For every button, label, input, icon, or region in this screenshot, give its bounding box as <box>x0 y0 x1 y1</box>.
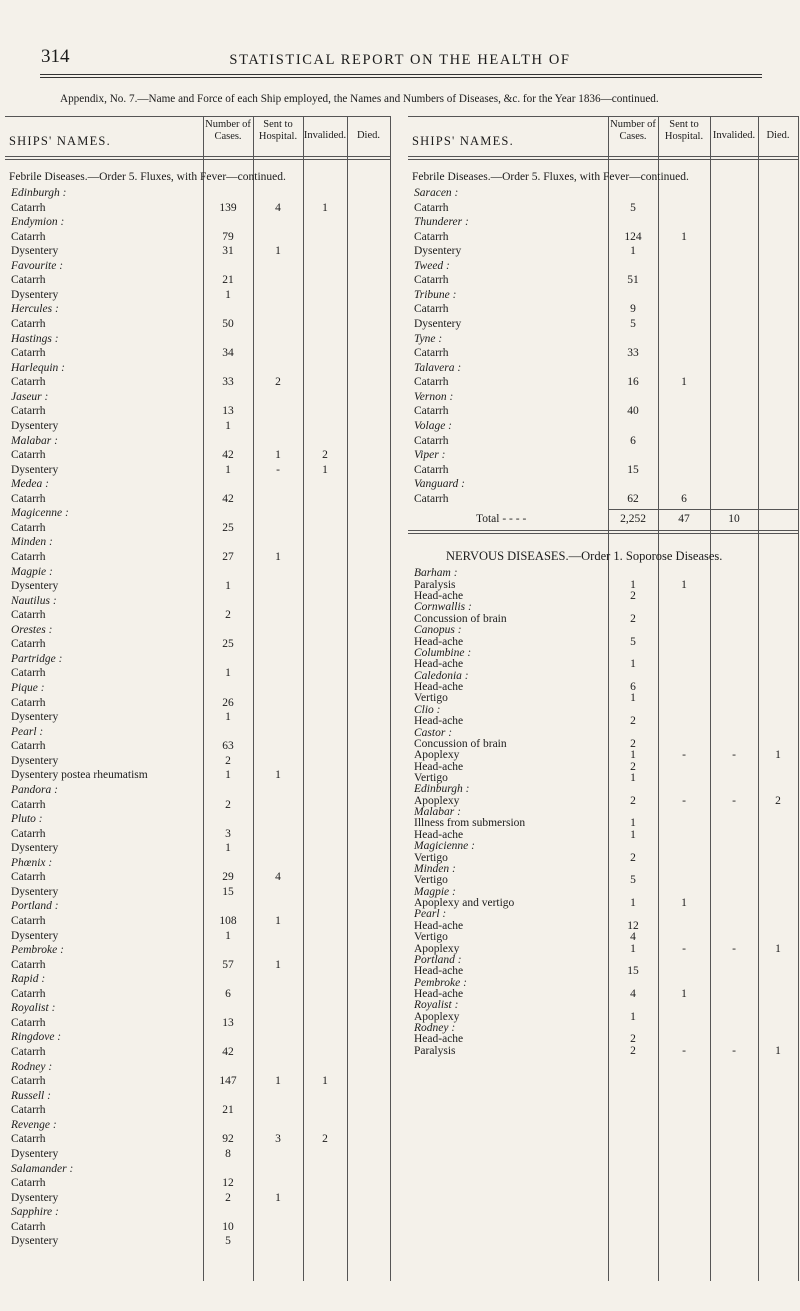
cases-cell: 1 <box>630 658 636 671</box>
died-cell: 1 <box>775 1044 781 1057</box>
disease-cell: Apoplexy and vertigo <box>414 897 515 910</box>
cases-cell: 1 <box>225 288 231 301</box>
header-bottom-rule-2 <box>408 159 798 160</box>
cases-cell: 27 <box>222 551 234 563</box>
disease-cell: Catarrh <box>11 827 46 840</box>
disease-cell: Catarrh <box>11 318 46 331</box>
column-header-ships: SHIPS' NAMES. <box>9 134 111 148</box>
header-top-rule <box>5 116 390 117</box>
cases-cell: 29 <box>222 871 234 884</box>
cases-cell: 5 <box>630 201 636 214</box>
column-rule <box>347 116 348 1281</box>
ship-name: Russell : <box>11 1089 51 1102</box>
cases-cell: 4 <box>630 988 636 1000</box>
cases-cell: 2 <box>630 794 636 807</box>
column-header-died: Died. <box>766 130 790 141</box>
ship-name: Portland : <box>11 900 59 913</box>
cases-cell: 13 <box>222 405 234 418</box>
column-rule <box>658 116 659 1281</box>
disease-cell: Dysentery <box>11 885 59 898</box>
cases-cell: 2,252 <box>620 513 646 526</box>
column-header-hospital: Sent to Hospital. <box>258 119 298 142</box>
ship-name: Malabar : <box>414 806 461 819</box>
invalided-cell: 1 <box>322 463 328 476</box>
ship-name: Hastings : <box>11 332 59 345</box>
hospital-cell: 1 <box>275 551 281 563</box>
hospital-cell: 1 <box>681 230 687 243</box>
hospital-cell: - <box>682 749 686 762</box>
cases-cell: 1 <box>630 828 636 841</box>
invalided-cell: - <box>732 1044 736 1057</box>
disease-cell: Vertigo <box>414 771 448 784</box>
cases-cell: 15 <box>627 463 639 476</box>
hospital-cell: 2 <box>275 376 281 389</box>
cases-cell: 1 <box>630 771 636 784</box>
invalided-cell: - <box>732 794 736 807</box>
ship-name: Pluto : <box>11 813 43 826</box>
cases-cell: 2 <box>630 851 636 864</box>
cases-cell: 6 <box>630 681 636 694</box>
column-rule <box>390 116 391 1281</box>
disease-cell: Catarrh <box>11 958 46 971</box>
disease-cell: Catarrh <box>11 551 46 563</box>
disease-cell: Catarrh <box>414 230 449 243</box>
cases-cell: 2 <box>630 590 636 603</box>
cases-cell: 21 <box>222 274 234 287</box>
header-bottom-rule <box>408 156 798 157</box>
disease-cell: Catarrh <box>414 434 449 447</box>
cases-cell: 51 <box>627 274 639 287</box>
disease-cell: Catarrh <box>11 1016 46 1029</box>
ship-name: Pandora : <box>11 783 58 796</box>
disease-cell: Vertigo <box>414 874 448 887</box>
ship-name: Rodney : <box>414 1022 456 1035</box>
cases-cell: 1 <box>630 692 636 705</box>
hospital-cell: 4 <box>275 871 281 884</box>
disease-cell: Head-ache <box>414 715 464 728</box>
cases-cell: 62 <box>627 492 639 505</box>
ship-name: Edinburgh : <box>414 783 470 796</box>
ship-name: Magpie : <box>414 885 456 898</box>
cases-cell: 9 <box>630 303 636 316</box>
ship-name: Rodney : <box>11 1060 53 1073</box>
ship-name: Portland : <box>414 953 462 966</box>
ship-name: Castor : <box>414 726 453 739</box>
cases-cell: 6 <box>225 987 231 1000</box>
ship-name: Viper : <box>414 449 446 462</box>
ship-name: Columbine : <box>414 646 472 659</box>
disease-cell: Head-ache <box>414 965 464 978</box>
disease-cell: Dysentery <box>11 1235 59 1248</box>
column-header-hospital: Sent to Hospital. <box>664 119 704 142</box>
ship-name: Pembroke : <box>11 944 64 957</box>
column-header-cases: Number of Cases. <box>610 119 656 142</box>
section-heading: Febrile Diseases.—Order 5. Fluxes, with Fever—continued. <box>412 171 689 183</box>
cases-cell: 108 <box>219 915 237 927</box>
cases-cell: 1 <box>225 769 231 782</box>
disease-cell: Catarrh <box>11 1220 46 1233</box>
hospital-cell: 1 <box>275 245 281 258</box>
cases-cell: 1 <box>225 842 231 855</box>
hospital-cell: 1 <box>275 1191 281 1204</box>
disease-cell: Head-ache <box>414 919 464 932</box>
cases-cell: 15 <box>627 965 639 978</box>
disease-cell: Apoplexy <box>414 749 460 762</box>
cases-cell: 42 <box>222 492 234 505</box>
column-rule <box>710 116 711 1281</box>
column-rule <box>253 116 254 1281</box>
total-rule <box>608 509 798 510</box>
ship-name: Tyne : <box>414 332 443 345</box>
disease-cell: Apoplexy <box>414 794 460 807</box>
hospital-cell: - <box>682 794 686 807</box>
cases-cell: 2 <box>630 760 636 773</box>
disease-cell: Catarrh <box>11 347 46 360</box>
disease-cell: Catarrh <box>414 492 449 505</box>
disease-cell: Catarrh <box>11 1177 46 1190</box>
ship-name: Nautilus : <box>11 594 57 607</box>
disease-cell: Head-ache <box>414 590 464 603</box>
cases-cell: 31 <box>222 245 234 258</box>
cases-cell: 5 <box>630 318 636 331</box>
disease-cell: Catarrh <box>414 274 449 287</box>
disease-cell: Dysentery <box>11 711 59 724</box>
ship-name: Rapid : <box>11 973 46 986</box>
disease-cell: Catarrh <box>414 303 449 316</box>
cases-cell: 2 <box>225 1191 231 1204</box>
disease-cell: Dysentery <box>11 929 59 942</box>
disease-cell: Dysentery <box>11 580 59 593</box>
cases-cell: 2 <box>630 612 636 625</box>
column-header-invalided: Invalided. <box>303 130 347 141</box>
ship-name: Minden : <box>11 536 53 549</box>
ship-name: Barham : <box>414 567 458 580</box>
ship-name: Hercules : <box>11 303 59 316</box>
disease-cell: Catarrh <box>11 798 46 811</box>
cases-cell: 63 <box>222 740 234 753</box>
disease-cell: Concussion of brain <box>414 737 507 750</box>
hospital-cell: - <box>682 1044 686 1057</box>
disease-cell: Paralysis <box>414 578 456 591</box>
disease-cell: Dysentery postea rheumatism <box>11 769 148 782</box>
ship-name: Canopus : <box>414 624 462 637</box>
cases-cell: 2 <box>630 1033 636 1046</box>
cases-cell: 139 <box>219 201 237 214</box>
disease-cell: Catarrh <box>11 1104 46 1117</box>
column-header-ships: SHIPS' NAMES. <box>412 134 514 148</box>
ship-name: Vanguard : <box>414 478 466 491</box>
hospital-cell: 1 <box>275 449 281 462</box>
cases-cell: 25 <box>222 638 234 651</box>
died-cell: 1 <box>775 942 781 955</box>
disease-cell: Dysentery <box>11 288 59 301</box>
ship-name: Ringdove : <box>11 1031 62 1044</box>
cases-cell: 79 <box>222 230 234 243</box>
right-table <box>408 116 798 1281</box>
disease-cell: Catarrh <box>414 376 449 389</box>
ship-name: Tribune : <box>414 288 457 301</box>
disease-cell: Catarrh <box>11 492 46 505</box>
cases-cell: 1 <box>225 667 231 680</box>
cases-cell: 10 <box>222 1220 234 1233</box>
column-header-died: Died. <box>356 130 381 141</box>
disease-cell: Head-ache <box>414 1033 464 1046</box>
cases-cell: 40 <box>627 405 639 418</box>
invalided-cell: - <box>732 942 736 955</box>
section-heading: Febrile Diseases.—Order 5. Fluxes, with Fever—continued. <box>9 171 286 183</box>
ship-name: Harlequin : <box>11 361 65 374</box>
column-rule <box>798 116 799 1281</box>
ship-name: Pembroke : <box>414 976 467 989</box>
disease-cell: Dysentery <box>11 754 59 767</box>
ship-name: Revenge : <box>11 1118 57 1131</box>
section-heading-nervous: NERVOUS DISEASES.—Order 1. Soporose Diseases. <box>446 549 723 564</box>
ship-name: Sapphire : <box>11 1206 59 1219</box>
disease-cell: Catarrh <box>11 230 46 243</box>
disease-cell: Catarrh <box>11 405 46 418</box>
disease-cell: Catarrh <box>11 871 46 884</box>
ship-name: Magicenne : <box>11 507 69 520</box>
hospital-cell: 1 <box>275 769 281 782</box>
disease-cell: Head-ache <box>414 828 464 841</box>
column-header-invalided: Invalided. <box>712 130 756 141</box>
ship-name: Clio : <box>414 703 441 716</box>
disease-cell: Catarrh <box>11 1046 46 1059</box>
hospital-cell: 1 <box>681 376 687 389</box>
disease-cell: Catarrh <box>11 1075 46 1088</box>
column-header-cases: Number of Cases. <box>205 119 251 142</box>
cases-cell: 147 <box>219 1075 237 1088</box>
ship-name: Edinburgh : <box>11 187 67 199</box>
ship-name: Orestes : <box>11 623 53 636</box>
disease-cell: Catarrh <box>11 740 46 753</box>
disease-cell: Paralysis <box>414 1044 456 1057</box>
cases-cell: 1 <box>225 419 231 432</box>
disease-cell: Catarrh <box>414 463 449 476</box>
hospital-cell: 6 <box>681 492 687 505</box>
hospital-cell: 1 <box>681 988 687 1000</box>
disease-cell: Head-ache <box>414 760 464 773</box>
cases-cell: 1 <box>225 711 231 724</box>
cases-cell: 124 <box>624 230 642 243</box>
disease-cell: Catarrh <box>11 376 46 389</box>
disease-cell: Dysentery <box>11 463 59 476</box>
ship-name: Vernon : <box>414 390 454 403</box>
ship-name: Saracen : <box>414 187 459 199</box>
disease-cell: Head-ache <box>414 658 464 671</box>
ship-name: Phœnix : <box>11 856 53 869</box>
disease-cell: Apoplexy <box>414 942 460 955</box>
ship-name: Partridge : <box>11 652 63 665</box>
disease-cell: Vertigo <box>414 692 448 705</box>
ship-name: Talavera : <box>414 361 462 374</box>
cases-cell: 4 <box>630 931 636 944</box>
ship-name: Volage : <box>414 419 453 432</box>
disease-cell: Dysentery <box>11 1147 59 1160</box>
ship-name: Malabar : <box>11 434 58 447</box>
total-rule-bottom <box>408 530 798 531</box>
cases-cell: 5 <box>225 1235 231 1248</box>
disease-cell: Vertigo <box>414 851 448 864</box>
page-number: 314 <box>41 46 70 67</box>
cases-cell: 25 <box>222 521 234 534</box>
disease-cell: Dysentery <box>11 1191 59 1204</box>
hospital-cell: 1 <box>681 578 687 591</box>
disease-cell: Catarrh <box>11 449 46 462</box>
header-bottom-rule <box>5 156 390 157</box>
ship-name: Pique : <box>11 682 45 695</box>
cases-cell: 2 <box>630 1044 636 1057</box>
disease-cell: Catarrh <box>11 638 46 651</box>
invalided-cell: 2 <box>322 1133 328 1146</box>
cases-cell: 16 <box>627 376 639 389</box>
invalided-cell: 1 <box>322 1075 328 1088</box>
total-label: Total - - - - <box>476 513 527 526</box>
invalided-cell: 10 <box>728 513 740 526</box>
invalided-cell: 2 <box>322 449 328 462</box>
ship-name: Jaseur : <box>11 390 49 403</box>
disease-cell: Catarrh <box>11 667 46 680</box>
disease-cell: Catarrh <box>11 521 46 534</box>
ship-name: Magicienne : <box>414 840 475 853</box>
header-bottom-rule-2 <box>5 159 390 160</box>
disease-cell: Dysentery <box>414 245 462 258</box>
cases-cell: 2 <box>225 798 231 811</box>
hospital-cell: 1 <box>275 915 281 927</box>
cases-cell: 21 <box>222 1104 234 1117</box>
disease-cell: Dysentery <box>11 842 59 855</box>
disease-cell: Illness from submersion <box>414 817 526 830</box>
cases-cell: 1 <box>225 929 231 942</box>
header-top-rule <box>408 116 798 117</box>
hospital-cell: 47 <box>678 513 690 526</box>
cases-cell: 50 <box>222 318 234 331</box>
disease-cell: Catarrh <box>11 987 46 1000</box>
total-rule-bottom-2 <box>408 533 798 534</box>
cases-cell: 33 <box>627 347 639 360</box>
cases-cell: 42 <box>222 1046 234 1059</box>
disease-cell: Dysentery <box>11 419 59 432</box>
disease-cell: Catarrh <box>414 347 449 360</box>
disease-cell: Catarrh <box>11 274 46 287</box>
ship-name: Pearl : <box>414 908 447 921</box>
appendix-title: Appendix, No. 7.—Name and Force of each Ship employed, the Names and Numbers of Diseases, &c. for the Year 1836—continued. <box>60 93 659 105</box>
running-head: STATISTICAL REPORT ON THE HEALTH OF <box>229 52 571 68</box>
cases-cell: 1 <box>630 245 636 258</box>
ship-name: Salamander : <box>11 1162 74 1175</box>
ship-name: Cornwallis : <box>414 601 472 614</box>
invalided-cell: 1 <box>322 201 328 214</box>
cases-cell: 1 <box>630 578 636 591</box>
cases-cell: 2 <box>630 737 636 750</box>
cases-cell: 2 <box>630 715 636 728</box>
ship-name: Pearl : <box>11 725 44 738</box>
cases-cell: 92 <box>222 1133 234 1146</box>
ship-name: Thunderer : <box>414 216 469 229</box>
cases-cell: 33 <box>222 376 234 389</box>
disease-cell: Catarrh <box>11 609 46 622</box>
disease-cell: Catarrh <box>11 1133 46 1146</box>
cases-cell: 26 <box>222 696 234 709</box>
ship-name: Medea : <box>11 478 49 491</box>
cases-cell: 1 <box>225 463 231 476</box>
cases-cell: 5 <box>630 635 636 648</box>
cases-cell: 34 <box>222 347 234 360</box>
cases-cell: 1 <box>630 1010 636 1023</box>
cases-cell: 2 <box>225 754 231 767</box>
hospital-cell: 1 <box>681 897 687 910</box>
cases-cell: 6 <box>630 434 636 447</box>
disease-cell: Dysentery <box>11 245 59 258</box>
hospital-cell: 1 <box>275 1075 281 1088</box>
disease-cell: Vertigo <box>414 931 448 944</box>
cases-cell: 13 <box>222 1016 234 1029</box>
ship-name: Royalist : <box>414 999 459 1012</box>
cases-cell: 42 <box>222 449 234 462</box>
died-cell: 1 <box>775 749 781 762</box>
died-cell: 2 <box>775 794 781 807</box>
ship-name: Endymion : <box>11 216 65 229</box>
ship-name: Royalist : <box>11 1002 56 1015</box>
disease-cell: Catarrh <box>11 915 46 927</box>
cases-cell: 15 <box>222 885 234 898</box>
ship-name: Magpie : <box>11 565 53 578</box>
disease-cell: Head-ache <box>414 681 464 694</box>
cases-cell: 12 <box>627 919 639 932</box>
hospital-cell: 1 <box>275 958 281 971</box>
disease-cell: Catarrh <box>414 405 449 418</box>
disease-cell: Dysentery <box>414 318 462 331</box>
cases-cell: 2 <box>225 609 231 622</box>
hospital-cell: - <box>276 463 280 476</box>
disease-cell: Head-ache <box>414 988 464 1000</box>
cases-cell: 5 <box>630 874 636 887</box>
column-rule <box>758 116 759 1281</box>
disease-cell: Catarrh <box>11 201 46 214</box>
cases-cell: 1 <box>630 817 636 830</box>
disease-cell: Apoplexy <box>414 1010 460 1023</box>
ship-name: Caledonia : <box>414 669 469 682</box>
header-rule <box>40 74 762 78</box>
cases-cell: 3 <box>225 827 231 840</box>
cases-cell: 1 <box>630 749 636 762</box>
cases-cell: 12 <box>222 1177 234 1190</box>
ship-name: Minden : <box>414 862 456 875</box>
disease-cell: Catarrh <box>11 696 46 709</box>
left-table <box>5 116 390 1281</box>
hospital-cell: - <box>682 942 686 955</box>
hospital-cell: 3 <box>275 1133 281 1146</box>
cases-cell: 1 <box>630 942 636 955</box>
disease-cell: Catarrh <box>414 201 449 214</box>
disease-cell: Head-ache <box>414 635 464 648</box>
cases-cell: 57 <box>222 958 234 971</box>
ship-name: Tweed : <box>414 259 450 272</box>
cases-cell: 8 <box>225 1147 231 1160</box>
hospital-cell: 4 <box>275 201 281 214</box>
column-rule <box>303 116 304 1281</box>
ship-name: Favourite : <box>11 259 64 272</box>
cases-cell: 1 <box>225 580 231 593</box>
cases-cell: 1 <box>630 897 636 910</box>
disease-cell: Concussion of brain <box>414 612 507 625</box>
invalided-cell: - <box>732 749 736 762</box>
